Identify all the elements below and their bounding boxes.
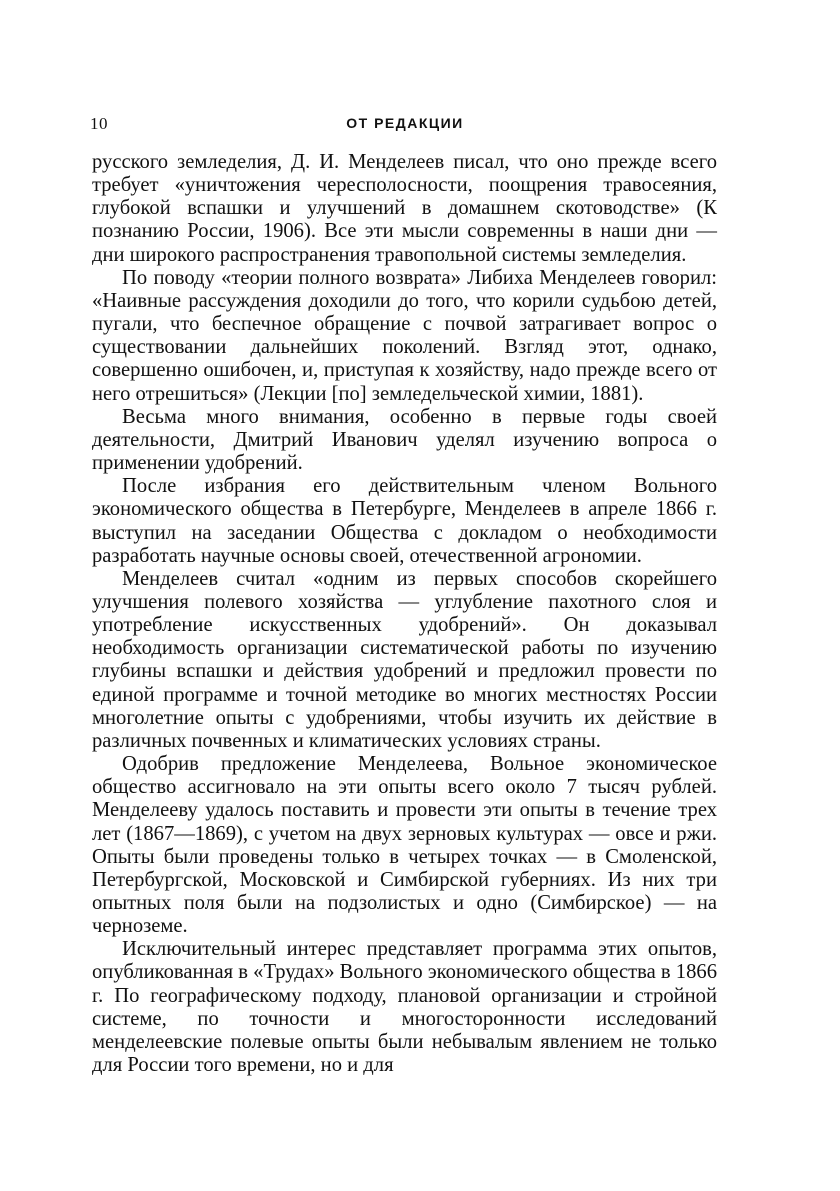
body-text bbox=[92, 151, 717, 1077]
running-title: ОТ РЕДАКЦИИ bbox=[346, 115, 464, 131]
paragraph-4: После избрания его действительным членом Вольного экономического общества в Петербурге, Менделеев в апреле 1866 г. выступил на заседании Общества с докладом о необходимости разработать научные основы своей, отечественной агрономии. bbox=[92, 475, 717, 567]
page-number: 10 bbox=[90, 114, 108, 133]
paragraph-3: Весьма много внимания, особенно в первые годы своей деятельности, Дмитрий Иванович уделял изучению вопроса о применении удобрений. bbox=[92, 405, 717, 475]
paragraph-2: По поводу «теории полного возврата» Либиха Менделеев говорил: «Наивные рассуждения доходили до того, что корили судьбою детей, пугали, что беспечное обращение с почвой затрагивает вопрос о существовании дальнейших поколений. Взгляд этот, однако, совершенно ошибочен, и, приступая к хозяйству, надо прежде всего от него отрешиться» (Лекции [по] земледельческой химии, 1881). bbox=[92, 266, 717, 405]
paragraph-1: русского земледелия, Д. И. Менделеев писал, что оно прежде всего требует «уничтожения чересполосности, поощрения травосеяния, глубокой вспашки и улучшений в домашнем скотоводстве» (К познанию России, 1906). Все эти мысли современны в наши дни — дни широкого распространения травопольной системы земледелия. bbox=[92, 151, 717, 266]
page-header bbox=[90, 114, 720, 138]
paragraph-7: Исключительный интерес представляет программа этих опытов, опубликованная в «Трудах» Вольного экономического общества в 1866 г. По географическому подходу, плановой организации и стройной системе, по точности и многосторонности исследований менделеевские полевые опыты были небывалым явлением не только для России того времени, но и для bbox=[92, 938, 717, 1077]
paragraph-5: Менделеев считал «одним из первых способов скорейшего улучшения полевого хозяйства — углубление пахотного слоя и употребление искусственных удобрений». Он доказывал необходимость организации систематической работы по изучению глубины вспашки и действия удобрений и предложил провести по единой программе и точной методике во многих местностях России многолетние опыты с удобрениями, чтобы изучить их действие в различных почвенных и климатических условиях страны. bbox=[92, 567, 717, 752]
paragraph-6: Одобрив предложение Менделеева, Вольное экономическое общество ассигновало на эти опыты всего около 7 тысяч рублей. Менделееву удалось поставить и провести эти опыты в течение трех лет (1867—1869), с учетом на двух зерновых культурах — овсе и ржи. Опыты были проведены только в четырех точках — в Смоленской, Петербургской, Московской и Симбирской губерниях. Из них три опытных поля были на подзолистых и одно (Симбирское) — на черноземе. bbox=[92, 753, 717, 938]
